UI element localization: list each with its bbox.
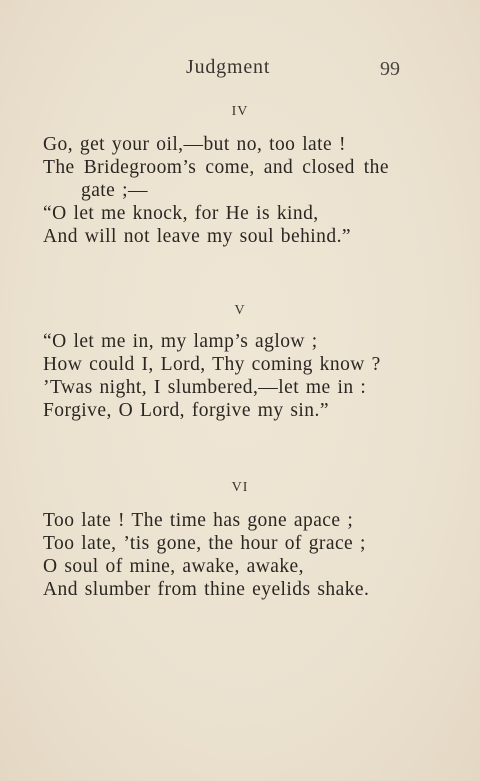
poem-word: and <box>263 157 294 178</box>
stanza-numeral-v: V <box>234 303 246 318</box>
poem-line: Forgive, O Lord, forgive my sin.” <box>43 400 329 421</box>
running-title: Judgment <box>186 56 271 78</box>
poem-line-continuation: gate ;— <box>81 180 148 201</box>
poem-word: The <box>43 157 75 178</box>
stanza-numeral-iv: IV <box>231 104 249 119</box>
page-header <box>0 56 480 84</box>
poem-line: ’Twas night, I slumbered,—let me in : <box>43 377 367 398</box>
poem-word: closed <box>302 157 355 178</box>
poem-line: Too late, ’tis gone, the hour of grace ; <box>43 533 366 554</box>
poem-word: Bridegroom’s <box>83 157 197 178</box>
stanza-v <box>43 330 463 422</box>
page-number: 99 <box>380 58 400 80</box>
poem-line: And will not leave my soul behind.” <box>43 226 351 247</box>
stanza-numeral-vi: VI <box>231 480 249 495</box>
poem-line: “O let me in, my lamp’s aglow ; <box>43 331 318 352</box>
poem-line-justified <box>43 156 389 179</box>
poem-word: come, <box>205 157 255 178</box>
poem-line: Go, get your oil,—but no, too late ! <box>43 134 346 155</box>
poem-line: And slumber from thine eyelids shake. <box>43 579 370 600</box>
poem-line: “O let me knock, for He is kind, <box>43 203 319 224</box>
poem-line: O soul of mine, awake, awake, <box>43 556 304 577</box>
poem-line: Too late ! The time has gone apace ; <box>43 510 354 531</box>
poem-line: How could I, Lord, Thy coming know ? <box>43 354 381 375</box>
poem-word: the <box>363 157 389 178</box>
stanza-vi <box>43 509 463 601</box>
stanza-iv <box>43 133 463 248</box>
